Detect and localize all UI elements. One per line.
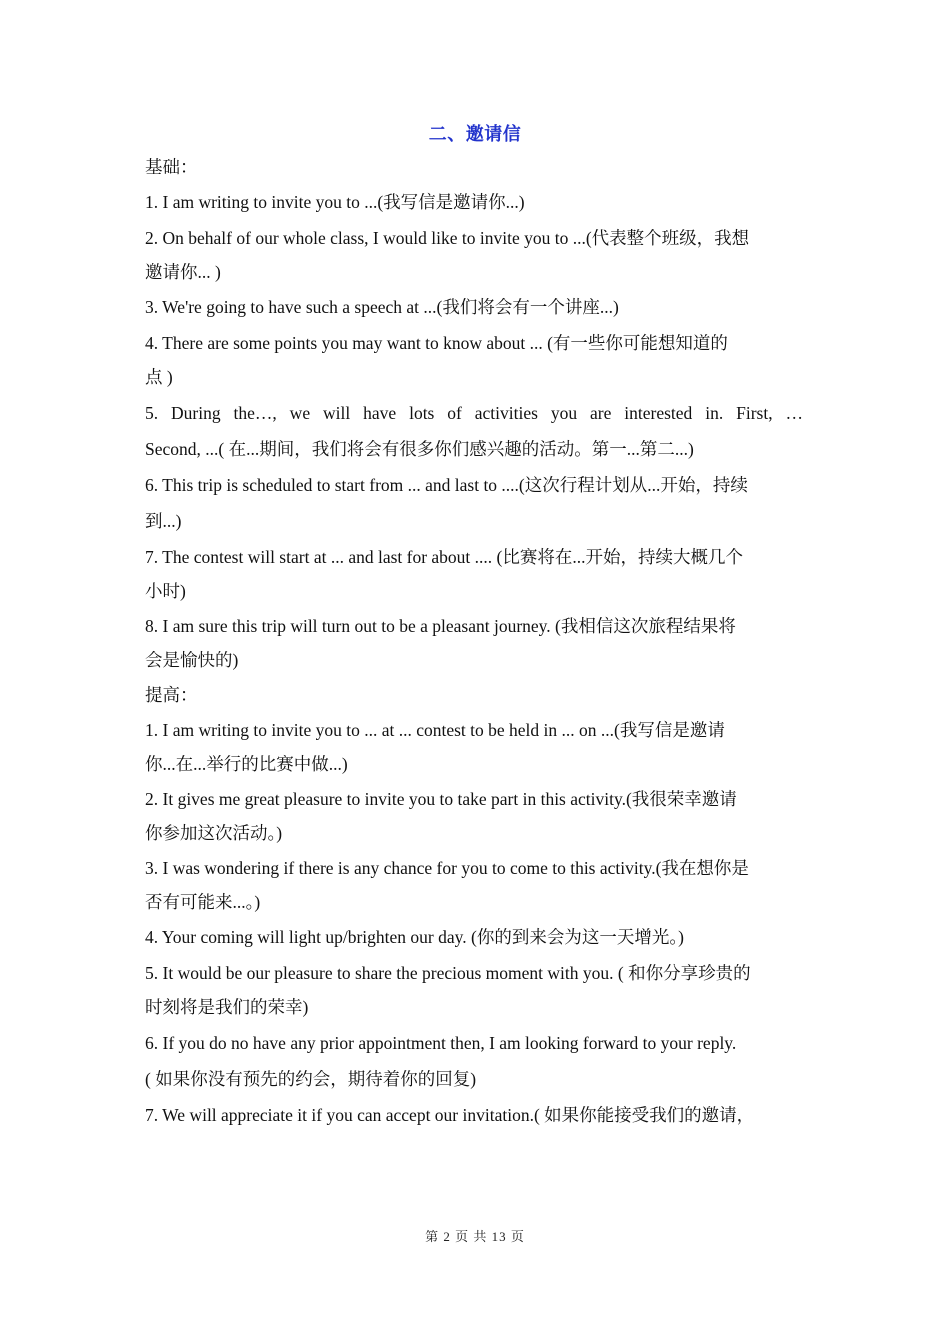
text-line: 4. Your coming will light up/brighten our day. (你的到来会为这一天增光。) (145, 927, 684, 947)
text-line: 5. During the…, we will have lots of activities you are interested in. First, … (145, 403, 803, 423)
text-line: 你参加这次活动。) (145, 823, 283, 843)
text-line: 基础： (145, 157, 198, 177)
text-line: 1. I am writing to invite you to ... at ... contest to be held in ... on ...(我写信是邀请 (145, 720, 725, 740)
text-line: 3. We're going to have such a speech at ...(我们将会有一个讲座...) (145, 297, 619, 317)
text-line: 7. The contest will start at ... and last for about .... (比赛将在...开始，持续大概几个 (145, 547, 743, 567)
text-line: 1. I am writing to invite you to ...(我写信是邀请你...) (145, 192, 525, 212)
text-line: 3. I was wondering if there is any chance for you to come to this activity.(我在想你是 (145, 858, 749, 878)
section-title: 二、邀请信 (428, 124, 522, 145)
text-line: 6. If you do no have any prior appointment then, I am looking forward to your reply. (145, 1033, 737, 1053)
text-line: Second, ...( 在...期间，我们将会有很多你们感兴趣的活动。第一...第二...) (145, 439, 694, 459)
text-line: 8. I am sure this trip will turn out to be a pleasant journey. (我相信这次旅程结果将 (145, 616, 736, 636)
text-line: 6. This trip is scheduled to start from ... and last to ....(这次行程计划从...开始，持续 (145, 475, 748, 495)
text-line: 提高： (145, 685, 198, 705)
text-line: 4. There are some points you may want to know about ... (有一些你可能想知道的 (145, 333, 728, 353)
text-line: 5. It would be our pleasure to share the precious moment with you. ( 和你分享珍贵的 (145, 963, 751, 983)
text-line: ( 如果你没有预先的约会，期待着你的回复) (145, 1069, 477, 1089)
text-line: 你...在...举行的比赛中做...) (145, 754, 348, 774)
text-line: 否有可能来...。) (145, 892, 261, 912)
text-line: 点 ) (145, 367, 173, 387)
text-line: 到...) (145, 511, 182, 531)
text-line: 小时) (145, 581, 186, 601)
text-line: 2. On behalf of our whole class, I would like to invite you to ...(代表整个班级，我想 (145, 228, 750, 248)
text-line: 2. It gives me great pleasure to invite you to take part in this activity.(我很荣幸邀请 (145, 789, 737, 809)
text-line: 时刻将是我们的荣幸) (145, 997, 309, 1017)
text-line: 7. We will appreciate it if you can accept our invitation.( 如果你能接受我们的邀请， (145, 1105, 755, 1125)
text-line: 会是愉快的) (145, 650, 239, 670)
text-line: 邀请你... ) (145, 262, 221, 282)
page-footer: 第 2 页 共 13 页 (425, 1229, 525, 1244)
